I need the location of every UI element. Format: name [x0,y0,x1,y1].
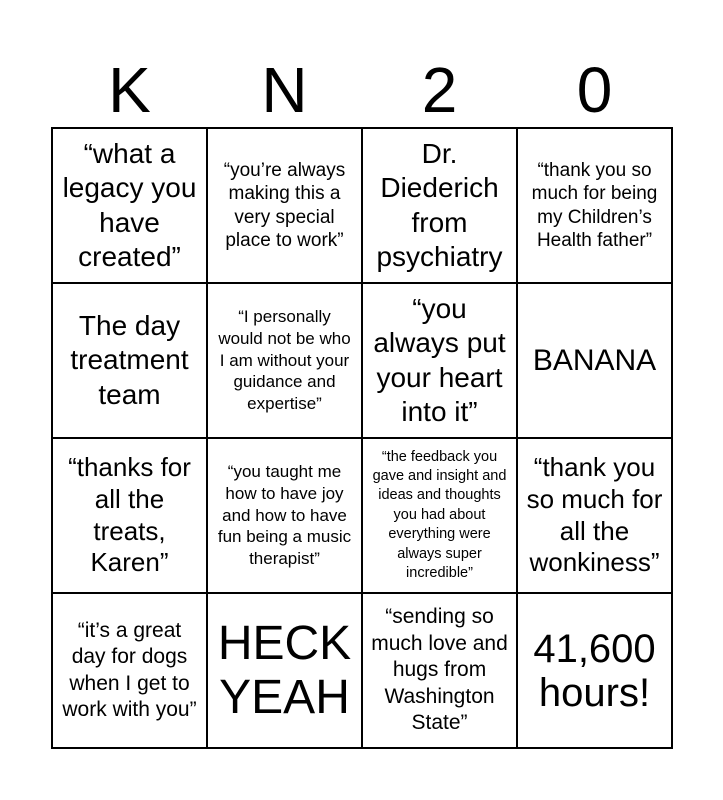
bingo-cell-text: “the feedback you gave and insight and ideas and thoughts you had about everything were always super incredible” [372,448,507,582]
bingo-cell-r3c4[interactable] [518,439,673,594]
bingo-cell-r4c4[interactable] [518,594,673,749]
bingo-cell-r1c1[interactable] [53,129,208,284]
bingo-cell-r2c2[interactable] [208,284,363,439]
bingo-cell-text: 41,600 hours! [533,626,656,715]
bingo-cell-text: “you’re always making this a very special place to work” [223,160,346,251]
bingo-cell-text: “I personally would not be who I am without your guidance and expertise” [218,307,351,414]
header-letter-1: K [108,54,151,126]
bingo-cell-text: Dr. Diederich from psychiatry [376,138,503,272]
bingo-cell-r1c2[interactable] [208,129,363,284]
bingo-grid [51,127,673,749]
bingo-cell-text: “you taught me how to have joy and how to have fun being a music therapist” [217,462,352,569]
bingo-cell-text: HECK YEAH [217,616,352,724]
bingo-cell-text: “it’s a great day for dogs when I get to work with you” [62,618,197,721]
bingo-cell-r4c3[interactable] [363,594,518,749]
header-letter-3: 2 [421,54,458,126]
bingo-cell-text: “sending so much love and hugs from Washington State” [371,605,508,735]
header-letter-4: 0 [576,54,613,126]
bingo-cell-r3c1[interactable] [53,439,208,594]
bingo-cell-text: “you always put your heart into it” [373,293,506,427]
bingo-cell-r4c1[interactable] [53,594,208,749]
bingo-header [52,52,672,128]
bingo-cell-text: “what a legacy you have created” [62,138,197,272]
bingo-cell-text: The day treatment team [70,310,189,410]
bingo-cell-r2c3[interactable] [363,284,518,439]
bingo-cell-text: “thank you so much for being my Children’s Health father” [531,160,658,251]
bingo-cell-r2c4[interactable] [518,284,673,439]
header-letter-2: N [261,54,308,126]
bingo-cell-text: “thanks for all the treats, Karen” [68,451,191,578]
bingo-cell-r4c2[interactable] [208,594,363,749]
bingo-cell-r3c2[interactable] [208,439,363,594]
bingo-cell-r1c4[interactable] [518,129,673,284]
bingo-cell-r1c3[interactable] [363,129,518,284]
bingo-cell-text: “thank you so much for all the wonkiness” [526,451,663,578]
bingo-cell-text: BANANA [532,344,657,377]
bingo-cell-r3c3[interactable] [363,439,518,594]
bingo-cell-r2c1[interactable] [53,284,208,439]
